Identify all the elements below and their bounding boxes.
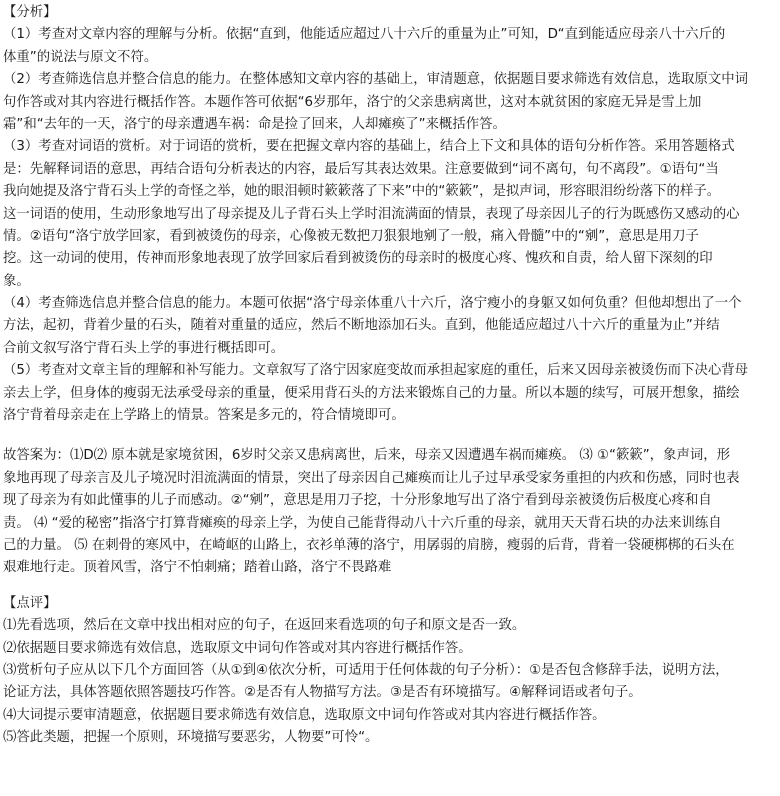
analysis-line: 情。②语句“洛宁放学回家，看到被烫伤的母亲，心像被无数把刀狠狠地剜了一般，痛入骨髓”中的“剜”，意思是用刀子 [3, 228, 699, 244]
analysis-heading: 【分析】 [3, 5, 57, 20]
analysis-line: 是：先解释词语的意思，再结合语句分析表达的内容，最后写其表达效果。注意要做到“词不离句，句不离段”。①语句“当 [3, 161, 719, 177]
analysis-line: 合前文叙写洛宁背石头上学的事进行概括即可。 [3, 340, 285, 356]
analysis-line: 霜”和“去年的一天，洛宁的母亲遭遇车祸：命是捡了回来，人却瘫痪了”来概括作答。 [3, 116, 506, 132]
analysis-line: （1）考查对文章内容的理解与分析。依据“直到，他能适应超过八十六斤的重量为止”可知，D“直到能适应母亲八十六斤的 [3, 27, 726, 43]
spacer [3, 580, 775, 593]
comment-section [3, 593, 775, 750]
analysis-line: 亲去上学，但身体的瘦弱无法承受母亲的重量，便采用背石头的方法来锻炼自己的力量。所以本题的续写，可展开想象，描绘 [3, 385, 740, 401]
analysis-line: 这一词语的使用，生动形象地写出了母亲提及儿子背石头上学时泪流满面的情景，表现了母亲因儿子的行为既感伤又感动的心 [3, 206, 740, 222]
analysis-line: （3）考查对词语的赏析。对于词语的赏析，要在把握文章内容的基础上，结合上下文和具体的语句分析作答。采用答题格式 [3, 139, 735, 155]
comment-line: ⑴先看选项，然后在文章中找出相对应的句子，在返回来看选项的句子和原文是否一致。 [3, 618, 526, 634]
comment-heading: 【点评】 [3, 595, 57, 611]
analysis-section [3, 2, 775, 427]
answer-line: 己的力量。 ⑸ 在刺骨的寒风中，在崎岖的山路上，衣衫单薄的洛宁，用孱弱的肩膀，瘦弱的后背，背着一袋硬梆梆的石头在 [3, 537, 735, 553]
document [3, 2, 775, 750]
analysis-line: 方法，起初，背着少量的石头，随着对重量的适应，然后不断地添加石头。直到，他能适应超过八十六斤的重量为止”并结 [3, 318, 720, 334]
analysis-line: 我向她提及洛宁背石头上学的奇怪之举，她的眼泪顿时簌簌落了下来”中的“簌簌”，是拟声词，形容眼泪纷纷落下的样子。 [3, 184, 721, 200]
comment-line: ⑷大词提示要审清题意，依据题目要求筛选有效信息，选取原文中词句作答或对其内容进行概括作答。 [3, 707, 606, 723]
analysis-line: 句作答或对其内容进行概括作答。本题作答可依据“6岁那年，洛宁的父亲患病离世，这对本就贫困的家庭无异是雪上加 [3, 94, 702, 110]
analysis-line: （2）考查筛选信息并整合信息的能力。在整体感知文章内容的基础上，审清题意，依据题目要求筛选有效信息，选取原文中词 [3, 72, 748, 88]
answer-line: 现了母亲为有如此懂事的儿子而感动。②“剜”，意思是用刀子挖，十分形象地写出了洛宁看到母亲被烫伤后极度心疼和自 [3, 493, 712, 509]
comment-line: ⑶赏析句子应从以下几个方面回答（从①到④依次分析，可适用于任何体裁的句子分析）：①是否包含修辞手法，说明方法， [3, 662, 729, 678]
answer-line: 象地再现了母亲言及儿子境况时泪流满面的情景，突出了母亲因自己瘫痪而让儿子过早承受家务重担的内疚和伤感，同时也表 [3, 470, 740, 486]
analysis-line: （5）考查对文章主旨的理解和补写能力。文章叙写了洛宁因家庭变故而承担起家庭的重任，后来又因母亲被烫伤而下决心背母 [3, 363, 748, 379]
comment-line: 论证方法，具体答题依照答题技巧作答。②是否有人物描写方法。③是否有环境描写。④解释词语或者句子。 [3, 685, 642, 701]
answer-line: 故答案为：⑴D⑵ 原本就是家境贫困，6岁时父亲又患病离世，后来，母亲又因遭遇车祸而瘫痪。 ⑶ ①“簌簌”，象声词，形 [3, 448, 731, 464]
analysis-line: 挖。这一动词的使用，传神而形象地表现了放学回家后看到被烫伤的母亲时的极度心疼、愧疚和自责，给人留下深刻的印 [3, 251, 713, 267]
analysis-line: 体重”的说法与原文不符。 [3, 49, 158, 65]
spacer [3, 427, 775, 445]
comment-line: ⑸答此类题，把握一个原则，环境描写要恶劣，人物要”可怜“。 [3, 730, 379, 746]
answer-section [3, 445, 775, 579]
answer-line: 艰难地行走。顶着风雪，洛宁不怕刺痛；踏着山路，洛宁不畏路难 [3, 560, 392, 576]
analysis-line: （4）考查筛选信息并整合信息的能力。本题可依据“洛宁母亲体重八十六斤，洛宁瘦小的身躯又如何负重？但他却想出了一个 [3, 296, 742, 312]
comment-line: ⑵依据题目要求筛选有效信息，选取原文中词句作答或对其内容进行概括作答。 [3, 640, 472, 656]
analysis-line: 洛宁背着母亲走在上学路上的情景。答案是多元的，符合情境即可。 [3, 408, 405, 424]
answer-line: 责。 ⑷ “爱的秘密”指洛宁打算背瘫痪的母亲上学，为使自己能背得动八十六斤重的母亲，就用天天背石块的办法来训练自 [3, 515, 722, 531]
analysis-line: 象。 [3, 273, 30, 289]
